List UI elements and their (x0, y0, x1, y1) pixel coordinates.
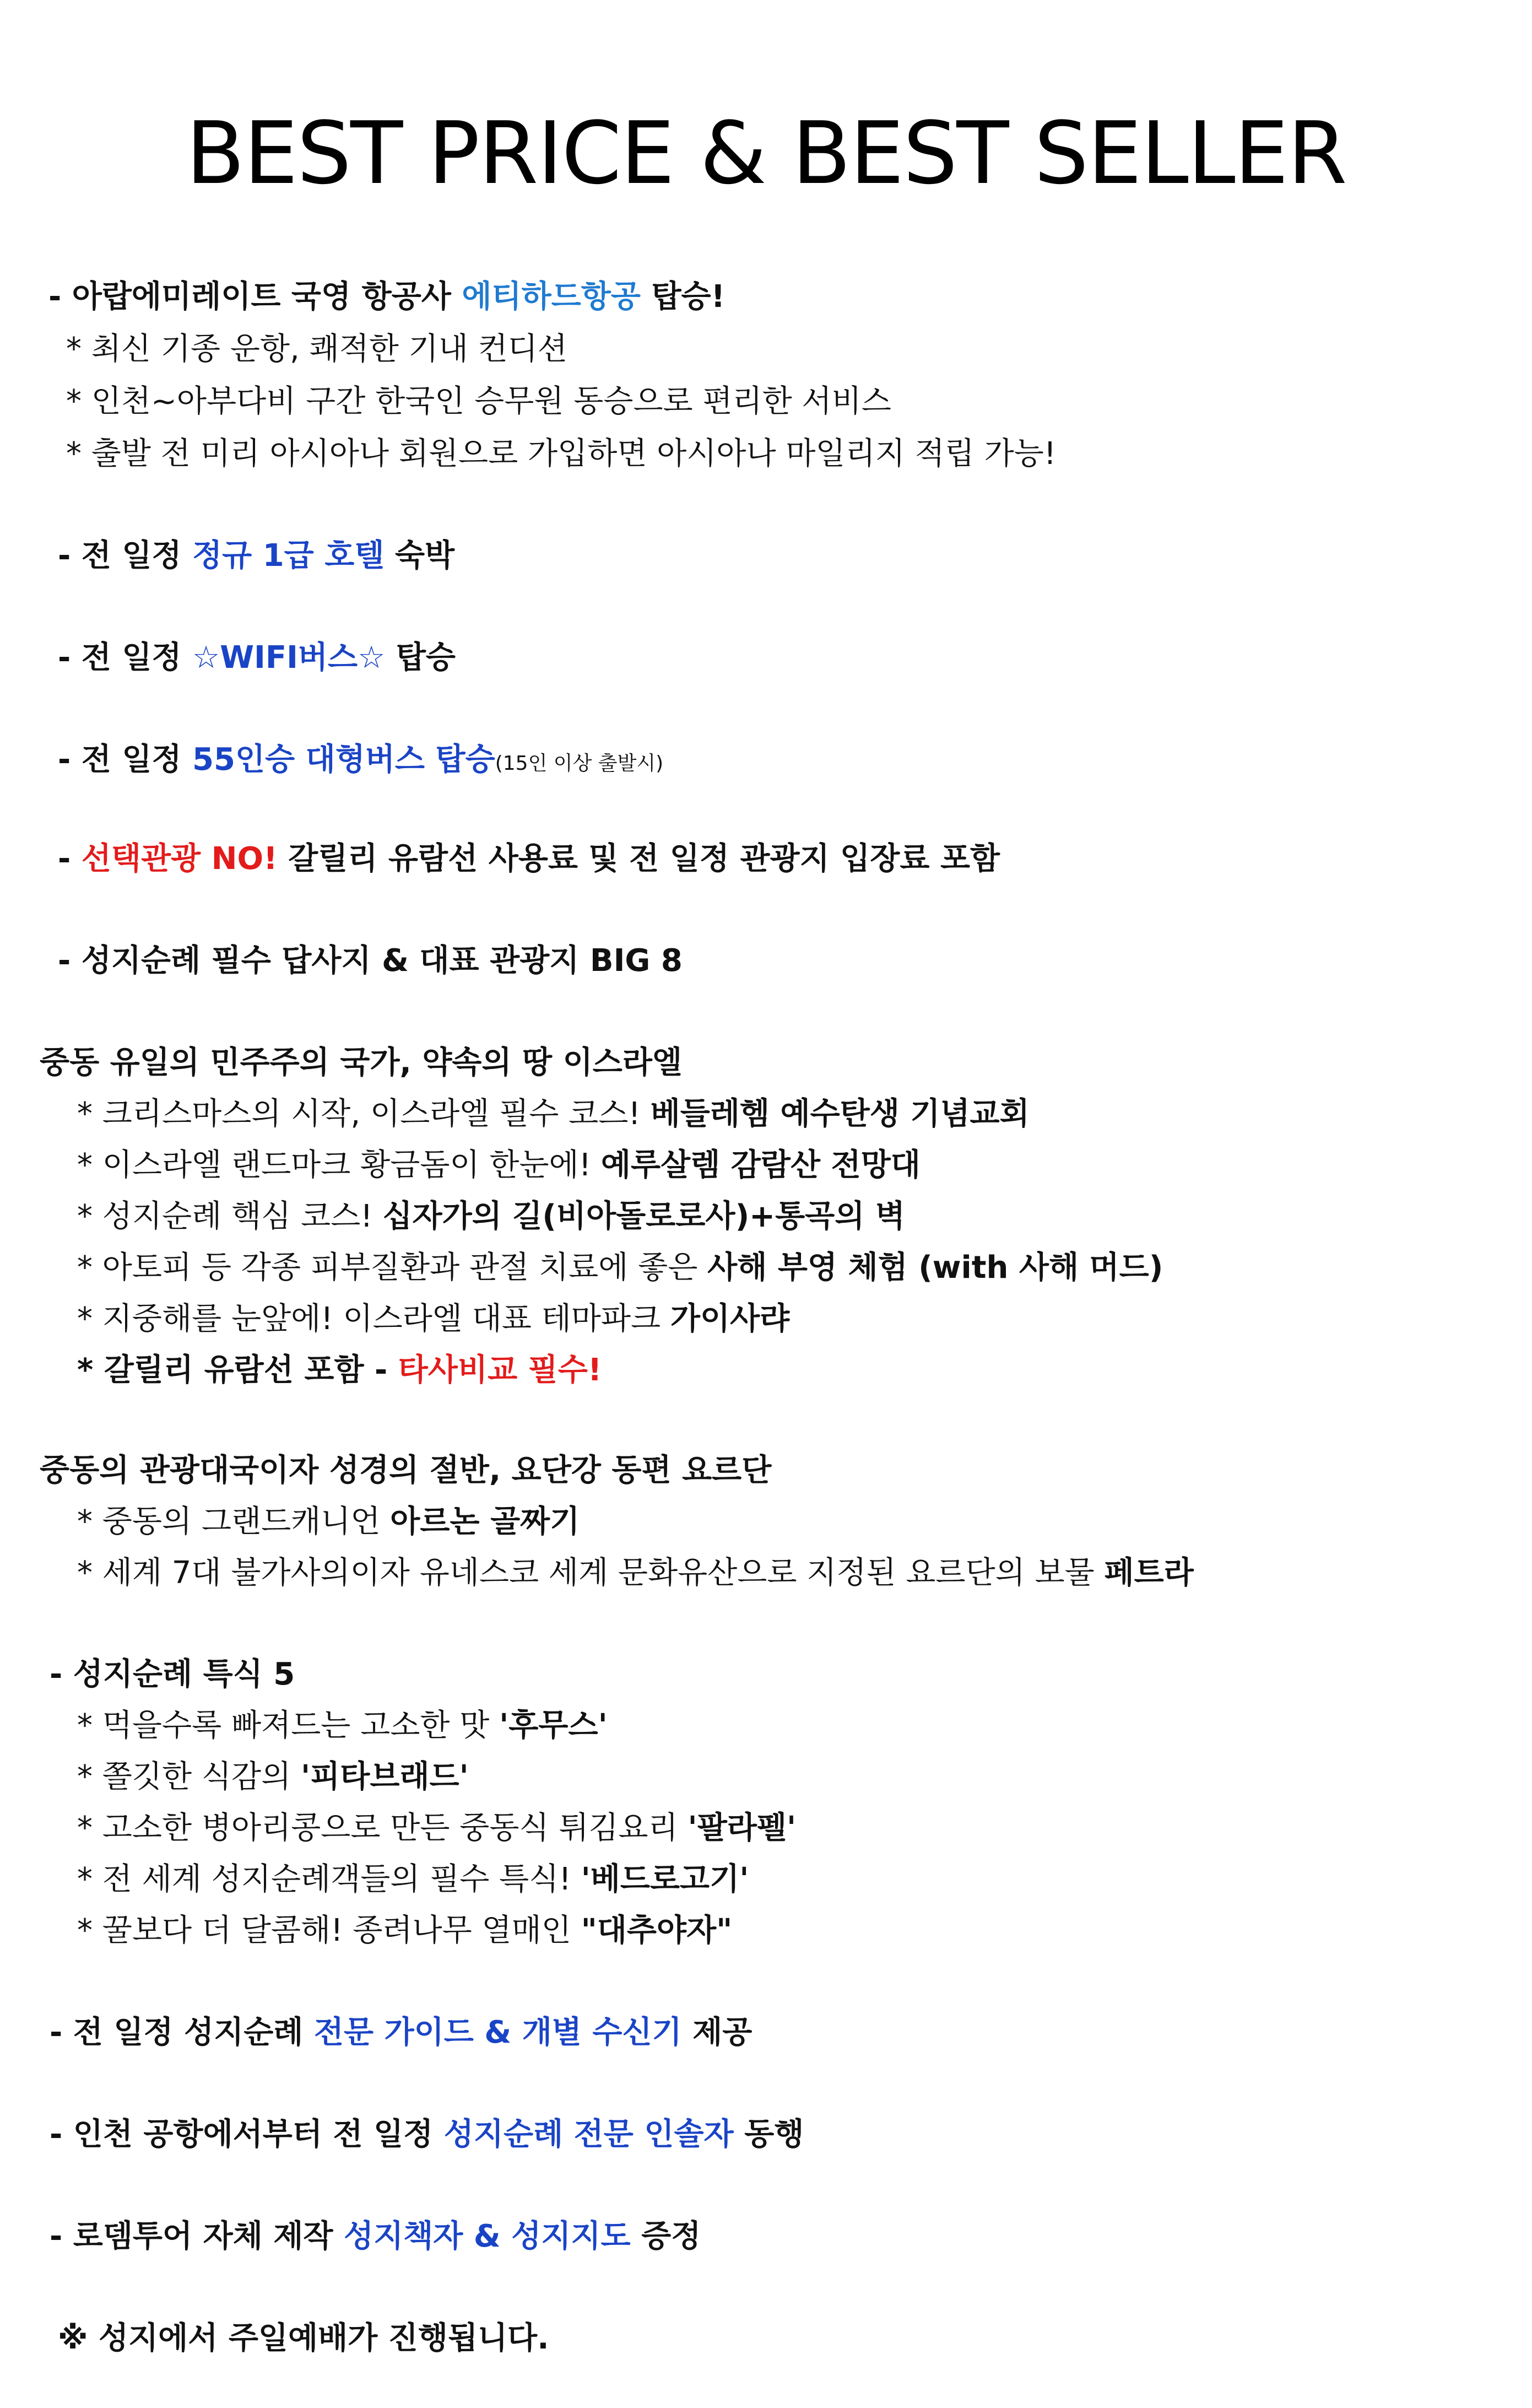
food-item-5 (77, 1912, 732, 1949)
escort-highlight: 성지순례 전문 인솔자 (443, 2117, 734, 2152)
big8-line: - 성지순례 필수 답사지 & 대표 관광지 BIG 8 (58, 943, 683, 979)
bus-note: (15인 이상 출발시) (495, 752, 664, 775)
jordan-item-1-text: * 중동의 그랜드캐니언 (77, 1504, 391, 1540)
food-item-1-highlight: '후무스' (499, 1708, 608, 1743)
wifi-suffix: 탑승 (385, 640, 456, 676)
large-bus-line (58, 741, 663, 778)
escort-line (50, 2116, 804, 2153)
jordan-item-1-highlight: 아르논 골짜기 (390, 1504, 580, 1540)
food-item-1 (77, 1707, 608, 1744)
hotel-prefix: - 전 일정 (58, 538, 193, 574)
jordan-item-1 (77, 1503, 580, 1540)
food-item-5-highlight: "대추야자" (581, 1913, 733, 1948)
food-heading: - 성지순례 특식 5 (50, 1656, 295, 1692)
israel-item-6-text: * 갈릴리 유람선 포함 - (77, 1352, 398, 1388)
bus-prefix: - 전 일정 (58, 742, 193, 778)
guide-prefix: - 전 일정 성지순례 (50, 2015, 314, 2050)
wifi-highlight: ☆WIFI버스☆ (192, 640, 386, 676)
israel-item-5 (77, 1300, 789, 1337)
no-option-highlight: 선택관광 NO! (81, 841, 278, 877)
no-option-line (58, 840, 1000, 877)
airline-bullet-2: * 인천~아부다비 구간 한국인 승무원 동승으로 편리한 서비스 (66, 384, 891, 419)
food-item-4-highlight: '베드로고기' (581, 1861, 749, 1897)
jordan-item-2 (77, 1554, 1194, 1591)
israel-item-6 (77, 1352, 602, 1389)
airline-line (48, 278, 725, 315)
bus-highlight: 55인승 대형버스 탑승 (192, 742, 495, 778)
no-option-text: 갈릴리 유람선 사용료 및 전 일정 관광지 입장료 포함 (277, 841, 1000, 877)
israel-item-4-highlight: 사해 부영 체험 (with 사해 머드) (707, 1250, 1163, 1286)
food-item-2 (77, 1758, 469, 1795)
airline-bullet-3: * 출발 전 미리 아시아나 회원으로 가입하면 아시아나 마일리지 적립 가능! (66, 436, 1057, 472)
food-item-4-text: * 전 세계 성지순례객들의 필수 특식! (77, 1861, 581, 1897)
israel-item-2-text: * 이스라엘 랜드마크 황금돔이 한눈에! (77, 1147, 601, 1183)
israel-item-1-text: * 크리스마스의 시작, 이스라엘 필수 코스! (77, 1096, 651, 1132)
israel-item-4 (77, 1249, 1163, 1286)
guide-line (50, 2014, 752, 2051)
food-item-5-text: * 꿀보다 더 달콤해! 종려나무 열매인 (77, 1913, 581, 1948)
no-option-prefix: - (58, 841, 82, 877)
book-line (50, 2218, 701, 2255)
book-highlight: 성지책자 & 성지지도 (344, 2218, 631, 2254)
food-item-2-text: * 쫄깃한 식감의 (77, 1759, 301, 1795)
israel-item-5-highlight: 가이사랴 (670, 1301, 790, 1337)
wifi-bus-line (58, 639, 456, 676)
food-item-1-text: * 먹을수록 빠져드는 고소한 맛 (77, 1708, 500, 1743)
worship-note: ※ 성지에서 주일예배가 진행됩니다. (58, 2320, 549, 2356)
food-item-2-highlight: '피타브래드' (300, 1759, 469, 1795)
food-item-3-highlight: '팔라펠' (687, 1810, 797, 1846)
book-suffix: 증정 (630, 2218, 701, 2254)
israel-item-4-text: * 아토피 등 각종 피부질환과 관절 치료에 좋은 (77, 1250, 708, 1286)
jordan-item-2-text: * 세계 7대 불가사의이자 유네스코 세계 문화유산으로 지정된 요르단의 보물 (77, 1555, 1105, 1591)
escort-prefix: - 인천 공항에서부터 전 일정 (50, 2117, 444, 2152)
guide-suffix: 제공 (681, 2015, 753, 2050)
israel-item-2 (77, 1147, 921, 1184)
airline-suffix: 탑승! (640, 279, 726, 315)
israel-item-3 (77, 1198, 905, 1235)
hotel-suffix: 숙박 (384, 538, 455, 574)
israel-item-2-highlight: 예루살렘 감람산 전망대 (600, 1147, 921, 1183)
jordan-heading: 중동의 관광대국이자 성경의 절반, 요단강 동편 요르단 (40, 1453, 772, 1488)
jordan-item-2-highlight: 페트라 (1104, 1555, 1194, 1591)
airline-text: - 아랍에미레이트 국영 항공사 (48, 279, 462, 315)
hotel-highlight: 정규 1급 호텔 (192, 538, 385, 574)
book-prefix: - 로뎀투어 자체 제작 (50, 2218, 344, 2254)
israel-item-1 (77, 1095, 1030, 1132)
hotel-line (58, 537, 454, 574)
food-item-3 (77, 1810, 796, 1847)
israel-item-6-highlight: 타사비교 필수! (398, 1352, 602, 1388)
israel-item-5-text: * 지중해를 눈앞에! 이스라엘 대표 테마파크 (77, 1301, 670, 1337)
food-item-3-text: * 고소한 병아리콩으로 만든 중동식 튀김요리 (77, 1810, 688, 1846)
wifi-prefix: - 전 일정 (58, 640, 193, 676)
page-title: BEST PRICE & BEST SELLER (186, 103, 1346, 203)
israel-item-1-highlight: 베들레헴 예수탄생 기념교회 (650, 1096, 1030, 1132)
escort-suffix: 동행 (733, 2117, 804, 2152)
guide-highlight: 전문 가이드 & 개별 수신기 (313, 2015, 682, 2050)
airline-name: 에티하드항공 (462, 279, 641, 315)
food-item-4 (77, 1861, 749, 1898)
israel-item-3-text: * 성지순례 핵심 코스! (77, 1198, 383, 1234)
israel-item-3-highlight: 십자가의 길(비아돌로로사)+통곡의 벽 (382, 1198, 905, 1234)
airline-bullet-1: * 최신 기종 운항, 쾌적한 기내 컨디션 (66, 331, 567, 367)
israel-heading: 중동 유일의 민주주의 국가, 약속의 땅 이스라엘 (40, 1045, 683, 1081)
